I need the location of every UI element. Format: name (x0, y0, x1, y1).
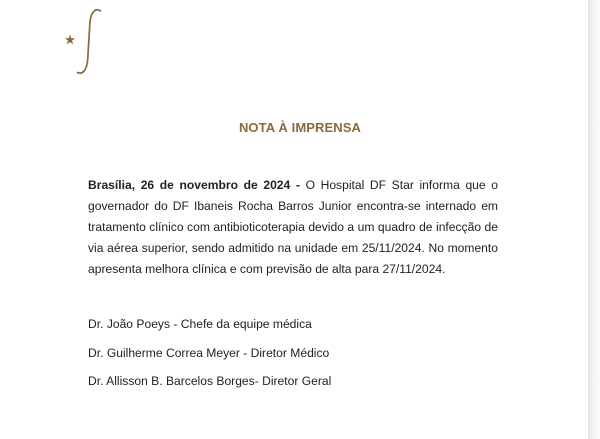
dateline: Brasília, 26 de novembro de 2024 - (88, 178, 300, 192)
hospital-logo (58, 4, 108, 76)
integral-sign-icon (78, 10, 101, 73)
body-text: O Hospital DF Star informa que o governador do DF Ibaneis Rocha Barros Junior encontra-se internado em tratamento clínico com antibioticoterapia devido a um quadro de infecção de via aérea superior, sendo admitido na unidade em 25/11/2024. No momento apresenta melhora clínica e com previsão de alta para 27/11/2024. (88, 178, 498, 276)
signature-line: Dr. João Poeys - Chefe da equipe médica (88, 317, 312, 331)
page-title: NOTA À IMPRENSA (238, 120, 362, 135)
signature-line: Dr. Guilherme Correa Meyer - Diretor Médico (88, 345, 330, 360)
star-icon (65, 35, 75, 45)
signature-line: Dr. Allisson B. Barcelos Borges- Diretor Geral (88, 374, 332, 388)
page-edge-shadow (588, 0, 600, 439)
signature-list (88, 315, 331, 401)
press-release-body (88, 175, 498, 280)
star-and-integral-logo-icon (58, 4, 108, 76)
